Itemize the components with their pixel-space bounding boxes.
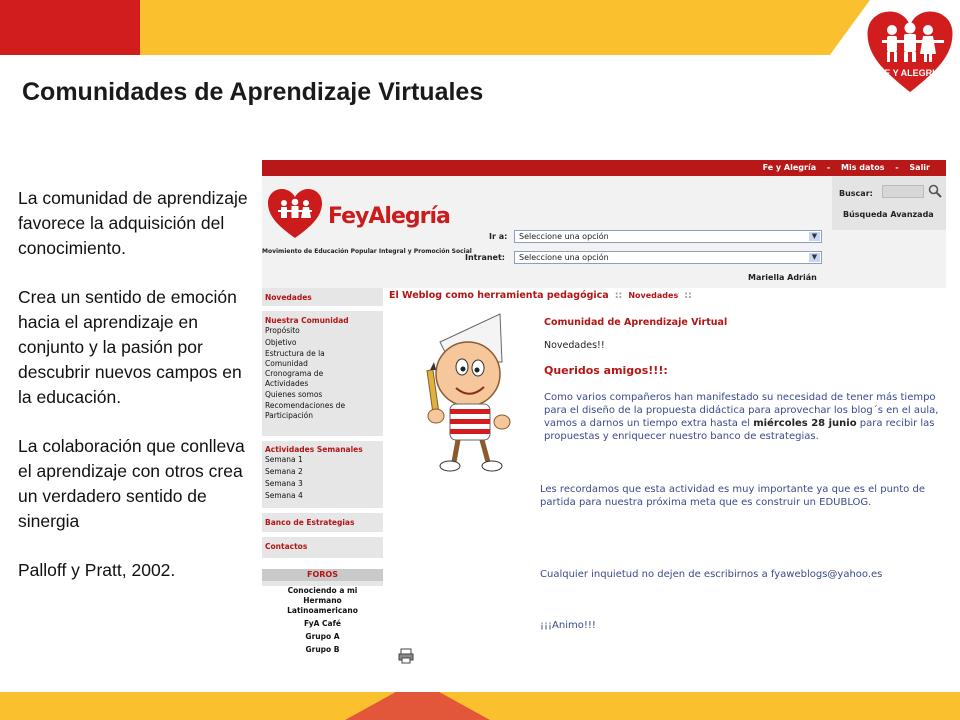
username: Mariella Adrián xyxy=(748,273,817,282)
nav-item-estructura[interactable]: Estructura de la Comunidad xyxy=(265,349,325,368)
left-navigation xyxy=(262,288,383,670)
nav-banco-label[interactable]: Banco de Estrategias xyxy=(265,518,355,527)
ir-a-select[interactable] xyxy=(514,230,822,243)
post-paragraph-2: Les recordamos que esta actividad es muy importante ya que es el punto de partida para nuestra próxima meta que es construir un EDUBLOG. xyxy=(540,484,925,508)
nav-actividades xyxy=(262,445,383,502)
nav-contactos-label[interactable]: Contactos xyxy=(265,542,308,551)
citation: Palloff y Pratt, 2002. xyxy=(18,560,176,580)
nav-item-proposito[interactable]: Propósito xyxy=(265,326,300,335)
divider xyxy=(262,532,383,537)
post-greeting: Queridos amigos!!!: xyxy=(544,364,668,377)
foro-conociendo[interactable]: Conociendo a mi Hermano Latinoamericano xyxy=(287,586,358,615)
link-fe-y-alegria[interactable]: Fe y Alegría xyxy=(762,163,817,172)
foro-fya-cafe[interactable]: FyA Café xyxy=(304,619,341,628)
post-paragraph-1-a: Como varios compañeros han manifestado su necesidad de tener más tiempo para el diseño de la propuesta didáctica para aprovechar los blog´s en el aula, vamos a darnos un tiempo extra hasta el xyxy=(544,392,939,429)
post-paragraph-1 xyxy=(544,391,944,443)
paragraph-3: La colaboración que conlleva el aprendizaje con otros crea un verdadero sentido de sinergia xyxy=(18,436,245,531)
search-input[interactable] xyxy=(882,185,924,198)
intranet-select[interactable] xyxy=(514,251,822,264)
title-separator: :: xyxy=(684,290,692,301)
post-closing: ¡¡¡Animo!!! xyxy=(540,620,596,631)
intranet-value: Seleccione una opción xyxy=(519,253,609,262)
nav-banco[interactable] xyxy=(262,518,383,527)
site-subtitle: Movimiento de Educación Popular Integral y Promoción Social xyxy=(262,248,472,255)
fe-y-alegria-logo xyxy=(862,6,958,98)
nav-section-heading[interactable]: Actividades Semanales xyxy=(265,445,363,454)
nav-item-semana-1[interactable]: Semana 1 xyxy=(265,455,303,464)
nav-nuestra-comunidad xyxy=(262,316,383,421)
post-paragraph-3: Cualquier inquietud no dejen de escribirnos a fyaweblogs@yahoo.es xyxy=(540,569,883,580)
slide-title: Comunidades de Aprendizaje Virtuales xyxy=(22,78,484,106)
nav-item-semana-2[interactable]: Semana 2 xyxy=(265,467,303,476)
nav-item-objetivo[interactable]: Objetivo xyxy=(265,338,297,347)
top-link-bar xyxy=(262,160,946,176)
top-yellow-band xyxy=(140,0,870,55)
print-icon[interactable] xyxy=(398,648,414,664)
nav-item-semana-4[interactable]: Semana 4 xyxy=(265,491,303,500)
nav-contactos[interactable] xyxy=(262,542,383,551)
deadline-date: miércoles 28 junio xyxy=(753,418,857,429)
divider xyxy=(262,508,383,513)
site-name: FeyAlegría xyxy=(328,204,450,229)
search-icon[interactable] xyxy=(928,184,942,198)
website-screenshot xyxy=(262,160,946,670)
top-red-band xyxy=(0,0,140,55)
link-separator: - xyxy=(895,163,899,172)
divider xyxy=(262,558,383,569)
nav-item-semana-3[interactable]: Semana 3 xyxy=(265,479,303,488)
intranet-label: Intranet: xyxy=(465,253,505,262)
post-paragraph-1-b: para recibir las propuestas y enriquecer nuestro banco de estrategias. xyxy=(544,418,935,442)
paragraph-1: La comunidad de aprendizaje favorece la adquisición del conocimiento. xyxy=(18,188,248,258)
link-mis-datos[interactable]: Mis datos xyxy=(841,163,885,172)
ir-a-value: Seleccione una opción xyxy=(519,232,609,241)
foros-list xyxy=(262,586,383,670)
boy-mascot-illustration xyxy=(390,312,540,474)
foros-heading: FOROS xyxy=(262,569,383,581)
search-label: Buscar: xyxy=(839,189,873,198)
foro-grupo-a[interactable]: Grupo A xyxy=(305,632,340,641)
advanced-search-link[interactable]: Búsqueda Avanzada xyxy=(843,210,934,219)
nav-section-heading[interactable]: Nuestra Comunidad xyxy=(265,316,349,325)
nav-novedades-label[interactable]: Novedades xyxy=(265,293,312,302)
link-separator: - xyxy=(826,163,831,172)
foro-grupo-b[interactable]: Grupo B xyxy=(305,645,340,654)
breadcrumb-novedades[interactable]: Novedades xyxy=(628,291,679,300)
page-title xyxy=(389,290,698,301)
divider xyxy=(262,436,383,441)
svg-text:FE Y ALEGRIA: FE Y ALEGRIA xyxy=(878,68,942,78)
ir-a-label: Ir a: xyxy=(489,232,508,241)
link-salir[interactable]: Salir xyxy=(909,163,930,172)
nav-novedades[interactable] xyxy=(262,293,383,302)
title-separator: :: xyxy=(614,290,623,301)
chevron-down-icon: ▼ xyxy=(809,253,820,262)
nav-item-recomendaciones[interactable]: Recomendaciones de Participación xyxy=(265,401,346,420)
chevron-down-icon: ▼ xyxy=(809,232,820,241)
slide-body-text xyxy=(18,186,258,607)
post-novedades: Novedades!! xyxy=(544,340,605,351)
page-title-text: El Weblog como herramienta pedagógica xyxy=(389,290,609,301)
site-heart-logo-icon xyxy=(266,188,324,240)
nav-item-cronograma[interactable]: Cronograma de Actividades xyxy=(265,369,324,388)
post-title: Comunidad de Aprendizaje Virtual xyxy=(544,317,728,328)
nav-item-quienes-somos[interactable]: Quienes somos xyxy=(265,390,323,399)
paragraph-2: Crea un sentido de emoción hacia el aprendizaje en conjunto y la pasión por descubrir nuevos campos en la educación. xyxy=(18,287,242,407)
divider xyxy=(262,306,383,311)
